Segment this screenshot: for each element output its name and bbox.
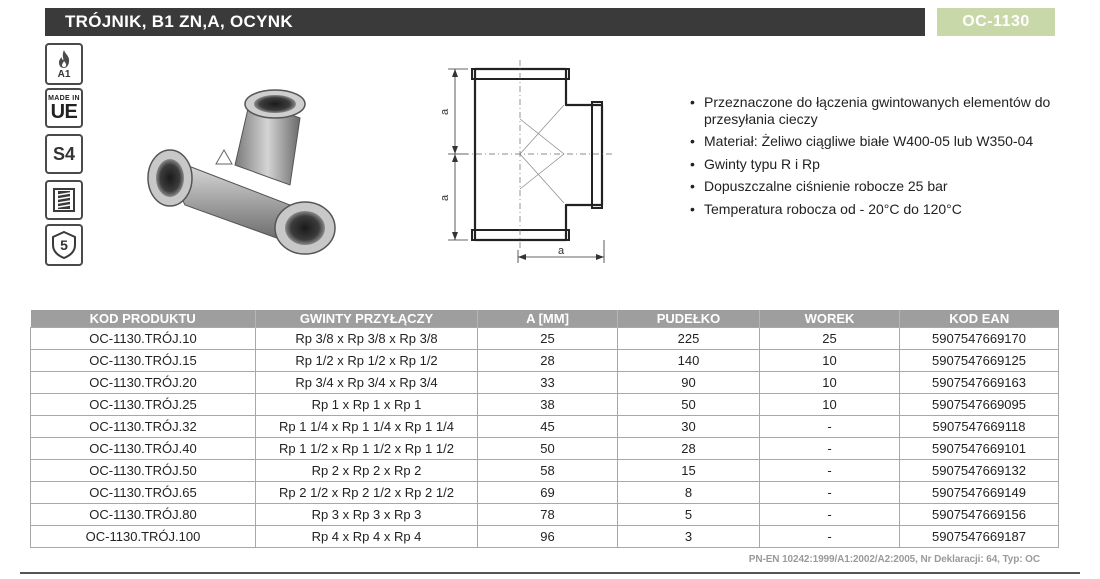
- cell-product-code: OC-1130.TRÓJ.80: [31, 504, 256, 526]
- bottom-divider: [20, 572, 1080, 574]
- cell-box: 50: [618, 394, 760, 416]
- table-header-row: [31, 310, 1059, 328]
- feature-item: • Temperatura robocza od - 20°C do 120°C: [690, 201, 1090, 218]
- cell-bag: 10: [760, 394, 900, 416]
- flame-icon: [56, 49, 72, 69]
- table-row: [31, 416, 1059, 438]
- col-header-product-code: KOD PRODUKTU: [31, 310, 256, 328]
- cell-bag: -: [760, 482, 900, 504]
- cell-ean: 5907547669101: [900, 438, 1059, 460]
- cell-box: 15: [618, 460, 760, 482]
- cell-bag: -: [760, 504, 900, 526]
- cell-ean: 5907547669132: [900, 460, 1059, 482]
- cell-threads: Rp 3 x Rp 3 x Rp 3: [256, 504, 478, 526]
- feature-item: • Materiał: Żeliwo ciągliwe białe W400-05 lub W350-04: [690, 133, 1090, 150]
- cell-ean: 5907547669163: [900, 372, 1059, 394]
- cell-product-code: OC-1130.TRÓJ.15: [31, 350, 256, 372]
- made-in-label: MADE IN: [48, 94, 80, 102]
- thread-badge: [45, 180, 83, 220]
- col-header-dimension-a: A [MM]: [478, 310, 618, 328]
- cell-ean: 5907547669170: [900, 328, 1059, 350]
- cell-product-code: OC-1130.TRÓJ.32: [31, 416, 256, 438]
- cell-product-code: OC-1130.TRÓJ.40: [31, 438, 256, 460]
- cell-product-code: OC-1130.TRÓJ.10: [31, 328, 256, 350]
- cell-dimension-a: 96: [478, 526, 618, 548]
- cell-threads: Rp 1 1/2 x Rp 1 1/2 x Rp 1 1/2: [256, 438, 478, 460]
- cell-dimension-a: 58: [478, 460, 618, 482]
- cell-dimension-a: 69: [478, 482, 618, 504]
- ue-label: UE: [50, 100, 78, 123]
- cell-threads: Rp 2 1/2 x Rp 2 1/2 x Rp 2 1/2: [256, 482, 478, 504]
- cell-bag: -: [760, 526, 900, 548]
- table-row: [31, 460, 1059, 482]
- cell-threads: Rp 3/4 x Rp 3/4 x Rp 3/4: [256, 372, 478, 394]
- cell-dimension-a: 38: [478, 394, 618, 416]
- technical-drawing: [430, 55, 630, 270]
- cell-bag: 10: [760, 372, 900, 394]
- cell-product-code: OC-1130.TRÓJ.25: [31, 394, 256, 416]
- cell-dimension-a: 78: [478, 504, 618, 526]
- feature-item: • Dopuszczalne ciśnienie robocze 25 bar: [690, 178, 1090, 195]
- cell-threads: Rp 1/2 x Rp 1/2 x Rp 1/2: [256, 350, 478, 372]
- product-title: TRÓJNIK, B1 ZN,A, OCYNK: [65, 12, 293, 31]
- cell-box: 5: [618, 504, 760, 526]
- cell-threads: Rp 1 x Rp 1 x Rp 1: [256, 394, 478, 416]
- cell-dimension-a: 50: [478, 438, 618, 460]
- cell-threads: Rp 3/8 x Rp 3/8 x Rp 3/8: [256, 328, 478, 350]
- cell-box: 225: [618, 328, 760, 350]
- cell-box: 28: [618, 438, 760, 460]
- table-row: [31, 438, 1059, 460]
- cell-box: 90: [618, 372, 760, 394]
- standards-footnote: PN-EN 10242:1999/A1:2002/A2:2005, Nr Deklaracji: 64, Typ: OC: [748, 554, 1040, 565]
- cell-ean: 5907547669156: [900, 504, 1059, 526]
- cell-ean: 5907547669095: [900, 394, 1059, 416]
- col-header-ean: KOD EAN: [900, 310, 1059, 328]
- table-row: [31, 526, 1059, 548]
- grade-badge: [45, 134, 83, 174]
- cell-dimension-a: 28: [478, 350, 618, 372]
- cell-bag: -: [760, 438, 900, 460]
- cell-bag: -: [760, 416, 900, 438]
- feature-item: • Przeznaczone do łączenia gwintowanych elementów do przesyłania cieczy: [690, 94, 1090, 127]
- cell-ean: 5907547669187: [900, 526, 1059, 548]
- cell-product-code: OC-1130.TRÓJ.65: [31, 482, 256, 504]
- cell-dimension-a: 45: [478, 416, 618, 438]
- warranty-years-label: 5: [60, 237, 68, 253]
- fire-class-label: A1: [57, 68, 71, 80]
- cell-box: 140: [618, 350, 760, 372]
- feature-list: [690, 94, 1090, 223]
- made-in-ue-badge: [45, 88, 83, 128]
- cell-threads: Rp 4 x Rp 4 x Rp 4: [256, 526, 478, 548]
- cell-product-code: OC-1130.TRÓJ.50: [31, 460, 256, 482]
- cell-bag: -: [760, 460, 900, 482]
- table-row: [31, 504, 1059, 526]
- warranty-badge: [45, 224, 83, 266]
- cell-ean: 5907547669125: [900, 350, 1059, 372]
- col-header-box: PUDEŁKO: [618, 310, 760, 328]
- col-header-bag: WOREK: [760, 310, 900, 328]
- cell-box: 30: [618, 416, 760, 438]
- product-code-badge: OC-1130: [937, 8, 1055, 36]
- cell-box: 3: [618, 526, 760, 548]
- table-row: [31, 394, 1059, 416]
- cell-product-code: OC-1130.TRÓJ.20: [31, 372, 256, 394]
- thread-icon: [51, 186, 77, 214]
- dimension-label-a-lower: a: [439, 194, 451, 201]
- cell-dimension-a: 25: [478, 328, 618, 350]
- feature-item: • Gwinty typu R i Rp: [690, 156, 1090, 173]
- cell-bag: 25: [760, 328, 900, 350]
- table-row: [31, 350, 1059, 372]
- cell-threads: Rp 1 1/4 x Rp 1 1/4 x Rp 1 1/4: [256, 416, 478, 438]
- cell-threads: Rp 2 x Rp 2 x Rp 2: [256, 460, 478, 482]
- table-row: [31, 372, 1059, 394]
- cell-ean: 5907547669118: [900, 416, 1059, 438]
- cell-product-code: OC-1130.TRÓJ.100: [31, 526, 256, 548]
- product-photo: [140, 80, 350, 265]
- product-table: [30, 310, 1059, 548]
- fire-class-badge: [45, 43, 83, 85]
- table-row: [31, 482, 1059, 504]
- cell-ean: 5907547669149: [900, 482, 1059, 504]
- cell-bag: 10: [760, 350, 900, 372]
- cell-box: 8: [618, 482, 760, 504]
- dimension-label-a-upper: a: [439, 108, 451, 115]
- dimension-label-a-horizontal: a: [558, 245, 565, 257]
- table-row: [31, 328, 1059, 350]
- col-header-threads: GWINTY PRZYŁĄCZY: [256, 310, 478, 328]
- cell-dimension-a: 33: [478, 372, 618, 394]
- grade-label: S4: [52, 143, 76, 164]
